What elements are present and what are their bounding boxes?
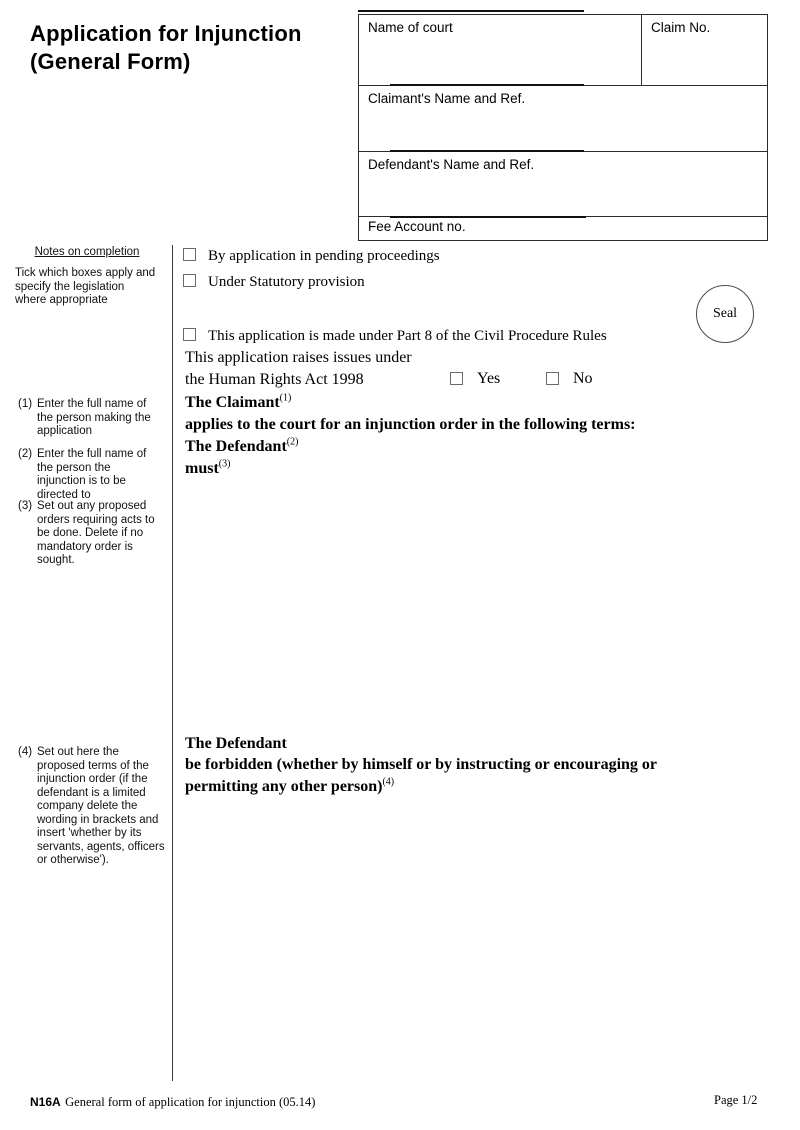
divider-segment xyxy=(358,10,584,12)
claimant-footnote-ref: (1) xyxy=(279,392,292,404)
notes-heading: Notes on completion xyxy=(34,246,140,258)
checkbox-statutory-provision[interactable] xyxy=(183,274,196,287)
page-title-line1: Application for Injunction xyxy=(30,21,302,46)
forbidden-footnote-ref: (4) xyxy=(382,776,395,788)
defendant-ref-field[interactable] xyxy=(359,152,767,217)
footer-form-id xyxy=(30,1093,315,1111)
note-3-text: Set out any proposed orders requiring acts to be done. Delete if no mandatory order is sought. xyxy=(37,500,155,566)
notes-intro: Tick which boxes apply and specify the legislation where appropriate xyxy=(15,267,156,306)
claim-no-label: Claim No. xyxy=(651,20,711,35)
defendant-heading xyxy=(185,438,298,456)
checkbox-pending-proceedings-label: By application in pending proceedings xyxy=(208,248,440,264)
hra-question-line2: the Human Rights Act 1998 xyxy=(185,371,364,388)
claim-no-field[interactable] xyxy=(642,15,767,85)
divider-segment xyxy=(390,150,584,152)
defendant2-heading: The Defendant xyxy=(185,735,287,752)
note-2-text: Enter the full name of the person the injunction is to be directed to xyxy=(37,448,147,501)
divider-segment xyxy=(390,216,586,218)
checkbox-hra-yes[interactable] xyxy=(450,372,463,385)
defendant-heading-text: The Defendant xyxy=(185,438,287,455)
must-heading-text: must xyxy=(185,460,219,477)
footer-form-title: General form of application for injunction (05.14) xyxy=(65,1095,316,1109)
note-4-text: Set out here the proposed terms of the injunction order (if the defendant is a limited company delete the wording in brackets and insert 'whether by its servants, agents, officers or otherwise'). xyxy=(37,746,165,866)
divider-segment xyxy=(390,84,584,86)
forbidden-line2 xyxy=(185,778,394,796)
fee-account-field[interactable] xyxy=(359,217,767,238)
footer-page-number: Page 1/2 xyxy=(714,1093,758,1107)
must-footnote-ref: (3) xyxy=(218,458,231,470)
forbidden-line1: be forbidden (whether by himself or by instructing or encouraging or xyxy=(185,756,658,773)
note-4-num: (4) xyxy=(18,746,33,758)
page-title xyxy=(30,20,302,76)
footer-form-number: N16A xyxy=(30,1095,61,1109)
note-4 xyxy=(18,746,166,868)
checkbox-pending-proceedings[interactable] xyxy=(183,248,196,261)
claimant-heading-text: The Claimant xyxy=(185,394,280,411)
hra-question-line1: This application raises issues under xyxy=(185,349,412,366)
defendant-footnote-ref: (2) xyxy=(286,436,299,448)
name-of-court-label: Name of court xyxy=(368,20,453,35)
fee-account-label: Fee Account no. xyxy=(368,219,466,234)
court-seal xyxy=(696,285,754,343)
note-3 xyxy=(18,500,166,568)
applies-statement: applies to the court for an injunction order in the following terms: xyxy=(185,416,636,433)
checkbox-hra-yes-label: Yes xyxy=(477,370,501,387)
court-details-box xyxy=(358,14,768,241)
claimant-ref-label: Claimant's Name and Ref. xyxy=(368,91,526,106)
mandatory-orders-writing-area[interactable] xyxy=(185,482,775,722)
defendant-ref-label: Defendant's Name and Ref. xyxy=(368,157,535,172)
checkbox-part8-cpr-label: This application is made under Part 8 of the Civil Procedure Rules xyxy=(208,328,607,344)
forbidden-line2-text: permitting any other person) xyxy=(185,778,383,795)
page-title-line2: (General Form) xyxy=(30,49,191,74)
checkbox-part8-cpr[interactable] xyxy=(183,328,196,341)
note-1-num: (1) xyxy=(18,398,33,410)
note-3-num: (3) xyxy=(18,500,33,512)
court-details-row1 xyxy=(359,15,767,86)
note-2 xyxy=(18,448,160,502)
claimant-ref-field[interactable] xyxy=(359,86,767,152)
claimant-heading xyxy=(185,394,291,412)
notes-separator-line xyxy=(172,245,173,1081)
note-1 xyxy=(18,398,160,439)
forbidden-terms-writing-area[interactable] xyxy=(185,802,775,1072)
must-heading xyxy=(185,460,230,478)
checkbox-hra-no[interactable] xyxy=(546,372,559,385)
name-of-court-field[interactable] xyxy=(359,15,642,85)
checkbox-hra-no-label: No xyxy=(573,370,593,387)
note-2-num: (2) xyxy=(18,448,33,460)
note-1-text: Enter the full name of the person making the application xyxy=(37,398,151,437)
checkbox-statutory-provision-label: Under Statutory provision xyxy=(208,274,365,290)
court-seal-label: Seal xyxy=(712,306,738,321)
